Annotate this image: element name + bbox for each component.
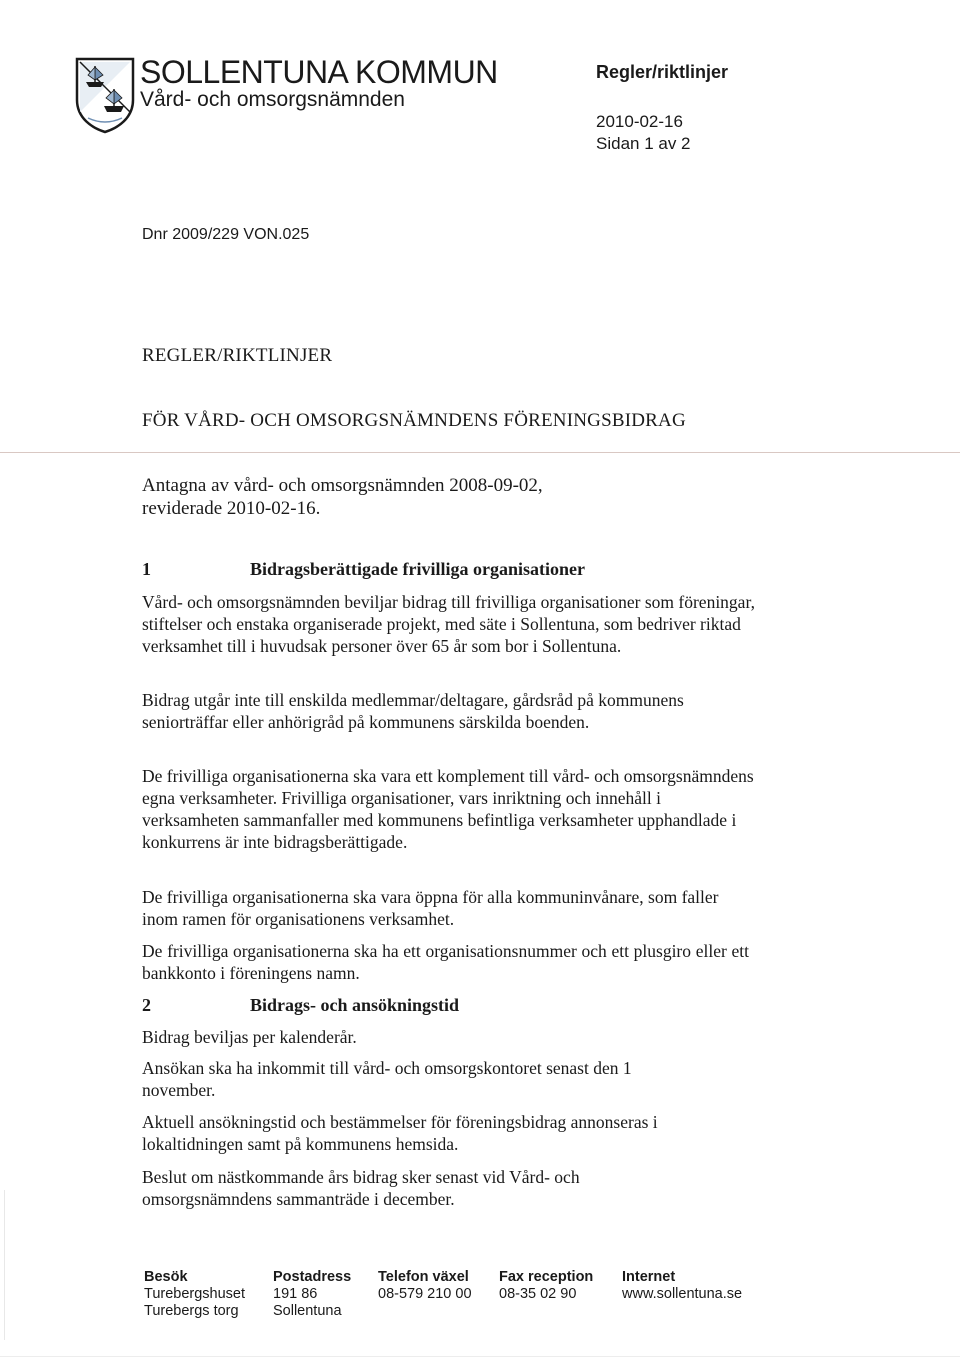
scan-bottom-line <box>0 1356 960 1357</box>
organization-department: Vård- och omsorgsnämnden <box>140 88 405 111</box>
paragraph: De frivilliga organisationerna ska vara ett komplement till vård- och omsorgsnämndens egna verksamheter. Frivilliga organisationer, vars inriktning och innehåll i verksamheten sammanfaller med kommunens befintliga verksamheter upphandlade i konkurrens är inte bidragsberättigade. <box>142 766 754 852</box>
document-date: 2010-02-16 <box>596 112 683 131</box>
scan-margin-line <box>4 1190 5 1340</box>
footer-postal <box>273 1269 351 1320</box>
document-type: Regler/riktlinjer <box>596 62 729 82</box>
footer-website-link[interactable]: www.sollentuna.se <box>622 1286 743 1302</box>
adoption-note <box>142 474 782 520</box>
footer-line: Turebergs torg <box>144 1303 239 1319</box>
page-number: Sidan 1 av 2 <box>596 134 691 153</box>
section-2-heading: Bidrags- och ansökningstid <box>250 995 460 1015</box>
footer-heading: Fax reception <box>499 1269 594 1285</box>
paragraph: Vård- och omsorgsnämnden beviljar bidrag till frivilliga organisationer som föreningar, stiftelser och enstaka organiserade projekt, med säte i Sollentuna, som bedriver riktad verksamhet till i huvudsak personer över 65 år som bor i Sollentuna. <box>142 592 755 656</box>
footer-visit <box>144 1269 245 1320</box>
footer-phone <box>378 1269 472 1303</box>
section-1-number: 1 <box>142 559 151 579</box>
footer-heading: Internet <box>622 1269 676 1285</box>
footer-line: 191 86 <box>273 1286 318 1302</box>
footer-line: Sollentuna <box>273 1303 342 1319</box>
footer-internet <box>622 1269 742 1303</box>
paragraph: De frivilliga organisationerna ska ha ett organisationsnummer och ett plusgiro eller ett bankkonto i föreningens namn. <box>142 941 749 983</box>
paragraph: Bidrag beviljas per kalenderår. <box>142 1027 357 1047</box>
footer-line: 08-35 02 90 <box>499 1286 577 1302</box>
footer-line: Turebergshuset <box>144 1286 246 1302</box>
paragraph: Aktuell ansökningstid och bestämmelser för föreningsbidrag annonseras i lokaltidningen samt på kommunens hemsida. <box>142 1112 658 1154</box>
paragraph: De frivilliga organisationerna ska vara öppna för alla kommuninvånare, som faller inom ramen för organisationens verksamhet. <box>142 887 719 929</box>
section-2-number: 2 <box>142 995 151 1015</box>
revision-line: reviderade 2010-02-16. <box>142 498 321 519</box>
footer-fax <box>499 1269 593 1303</box>
paragraph: Beslut om nästkommande års bidrag sker senast vid Vård- och omsorgsnämndens sammanträde i december. <box>142 1167 580 1209</box>
municipality-crest-logo <box>74 56 136 134</box>
registration-number: Dnr 2009/229 VON.025 <box>142 226 310 243</box>
footer-heading: Besök <box>144 1269 188 1285</box>
footer-line: 08-579 210 00 <box>378 1286 472 1302</box>
paragraph: Bidrag utgår inte till enskilda medlemmar/deltagare, gårdsråd på kommunens seniorträffar eller anhörigråd på kommunens särskilda boenden. <box>142 690 684 732</box>
footer-heading: Postadress <box>273 1269 352 1285</box>
footer-heading: Telefon växel <box>378 1269 469 1285</box>
paragraph: Ansökan ska ha inkommit till vård- och omsorgskontoret senast den 1 november. <box>142 1058 632 1100</box>
section-1-heading: Bidragsberättigade frivilliga organisationer <box>250 559 585 579</box>
title-divider <box>0 452 960 453</box>
document-title: REGLER/RIKTLINJER <box>142 345 333 366</box>
organization-name: SOLLENTUNA KOMMUN <box>140 54 498 90</box>
document-subtitle: FÖR VÅRD- OCH OMSORGSNÄMNDENS FÖRENINGSBIDRAG <box>142 410 686 431</box>
adoption-line: Antagna av vård- och omsorgsnämnden 2008-09-02, <box>142 475 543 496</box>
